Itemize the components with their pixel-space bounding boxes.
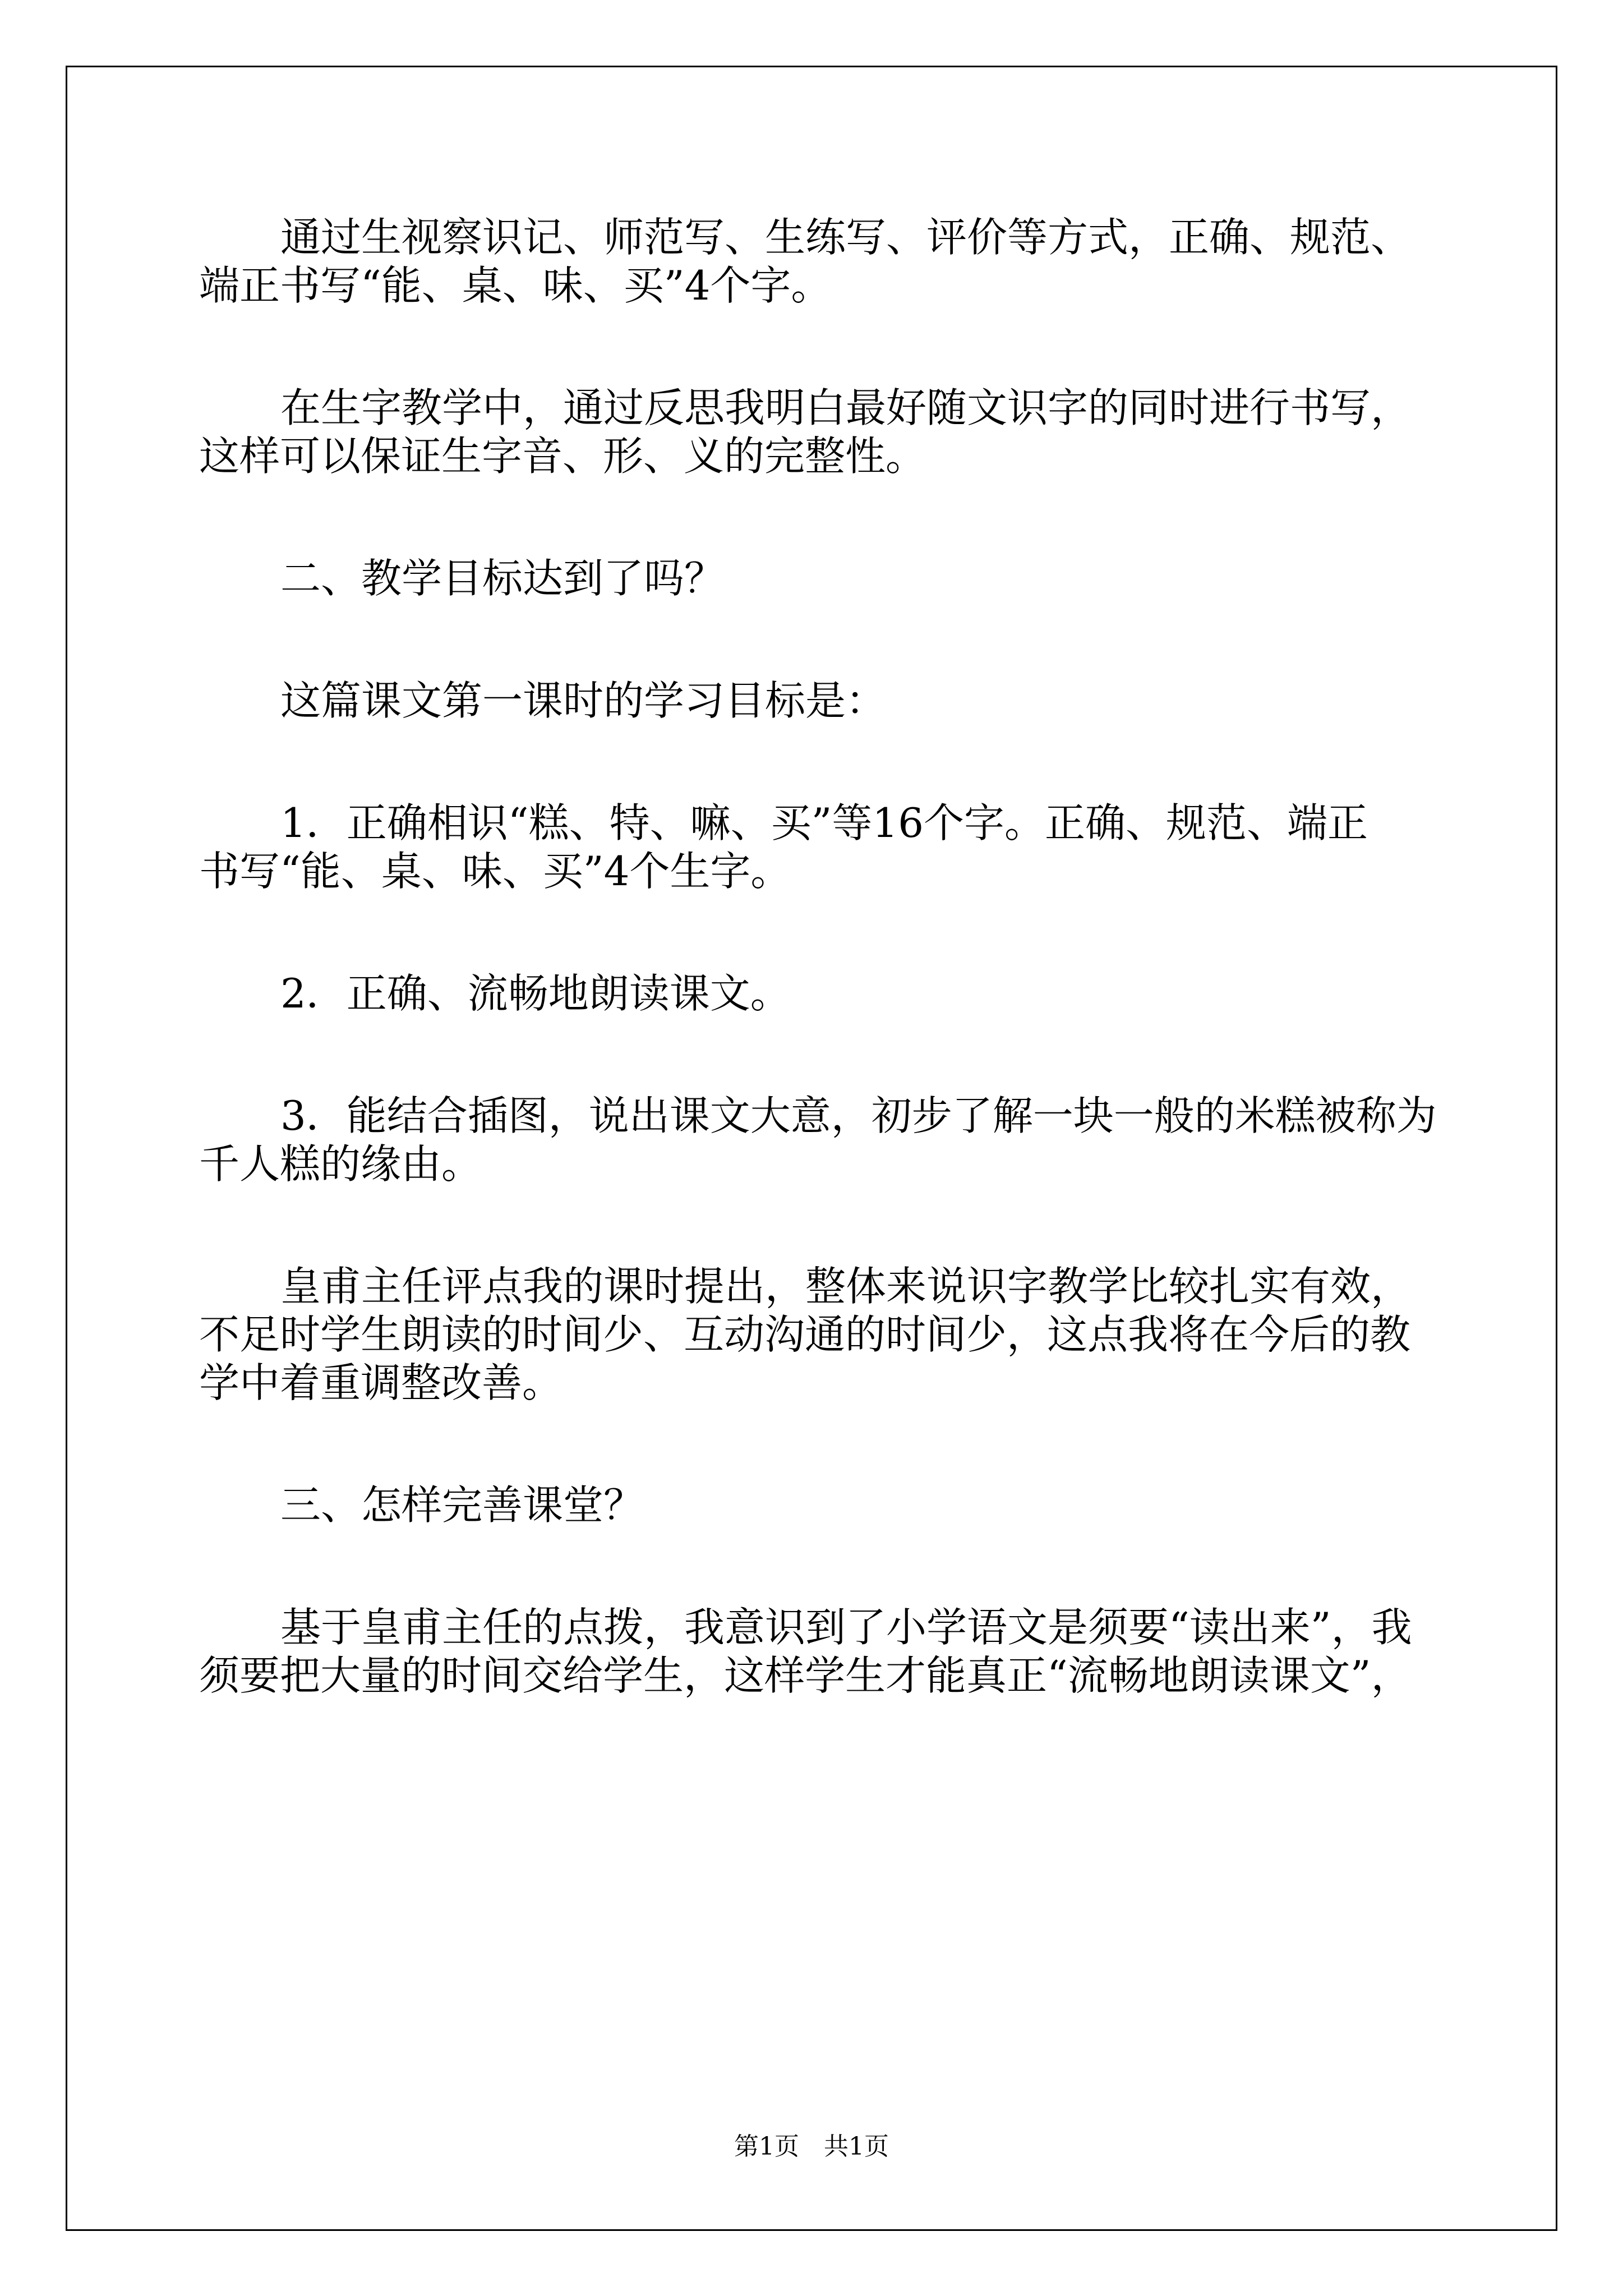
page-number: 第1页 共1页 <box>734 2132 889 2161</box>
page-footer <box>0 2126 1623 2162</box>
text-line: 须要把大量的时间交给学生，这样学生才能真正“流畅地朗读课文”， <box>199 1652 1412 1699</box>
document-body <box>199 213 1438 1700</box>
text-line: 通过生视察识记、师范写、生练写、评价等方式，正确、规范、 <box>280 214 1412 261</box>
list-item: 1．正确相识“糕、特、嘛、买”等16个字。正确、规范、端正 <box>280 799 1368 846</box>
text-line: 这篇课文第一课时的学习目标是： <box>280 677 887 724</box>
text-line: 书写“能、桌、味、买”4个生字。 <box>199 848 791 895</box>
text-line: 皇甫主任评点我的课时提出，整体来说识字教学比较扎实有效， <box>280 1263 1412 1310</box>
section-heading: 三、怎样完善课堂？ <box>280 1481 644 1529</box>
text-line: 千人糕的缘由。 <box>199 1140 482 1188</box>
text-line: 基于皇甫主任的点拨，我意识到了小学语文是须要“读出来”，我 <box>280 1604 1412 1651</box>
list-item: 2．正确、流畅地朗读课文。 <box>280 970 791 1017</box>
text-line: 在生字教学中，通过反思我明白最好随文识字的同时进行书写， <box>280 384 1412 431</box>
text-line: 端正书写“能、桌、味、买”4个字。 <box>199 262 832 309</box>
text-line: 不足时学生朗读的时间少、互动沟通的时间少，这点我将在今后的教 <box>199 1311 1411 1358</box>
text-line: 学中着重调整改善。 <box>199 1359 563 1406</box>
section-heading: 二、教学目标达到了吗？ <box>280 555 725 602</box>
text-line: 这样可以保证生字音、形、义的完整性。 <box>199 432 926 480</box>
list-item: 3．能结合插图，说出课文大意，初步了解一块一般的米糕被称为 <box>280 1092 1437 1139</box>
